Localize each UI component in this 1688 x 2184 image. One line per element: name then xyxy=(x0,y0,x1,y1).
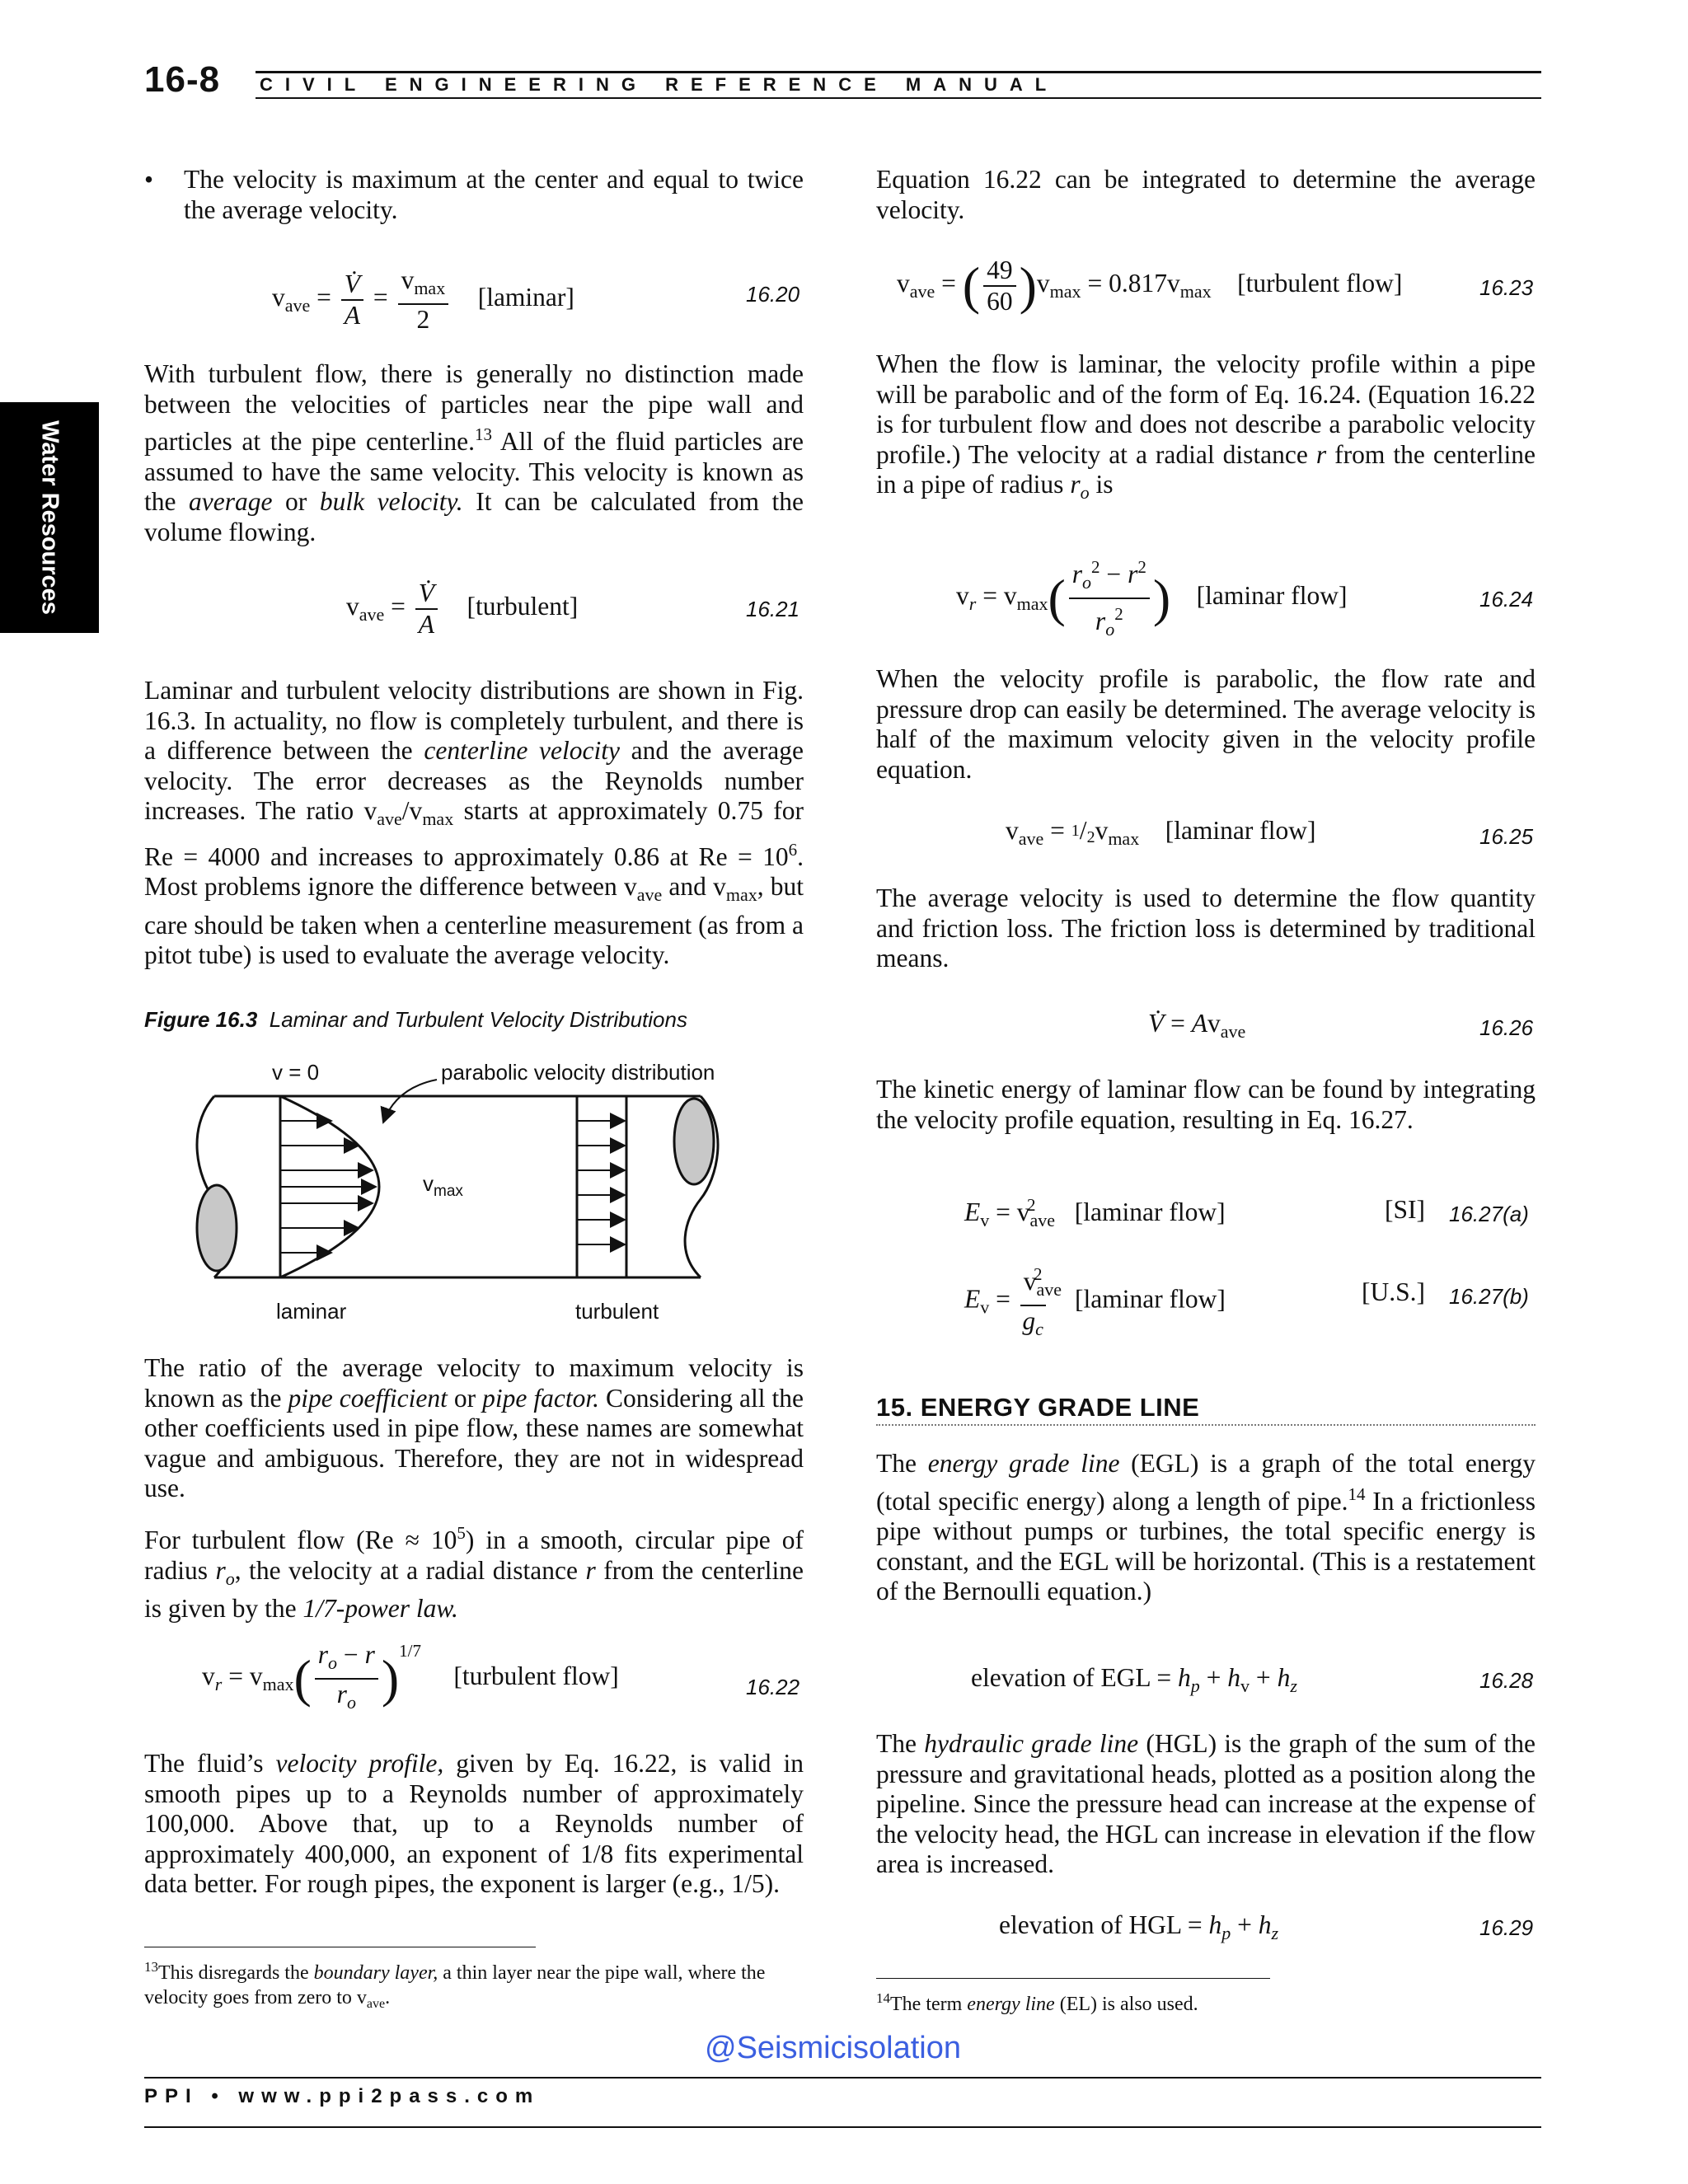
units-us: [U.S.] xyxy=(1362,1277,1425,1306)
figure-label-vmax: $v_{max}$ xyxy=(423,1171,463,1200)
paragraph-kinetic-energy: The kinetic energy of laminar flow can be found by integrating the velocity profile equation, resulting in Eq. 16.27. xyxy=(876,1075,1536,1134)
equation-number: 16.24 xyxy=(1479,587,1534,612)
equation-16-20: $v_{ave}$ = $\frac{V̇}{A}$ = $\frac{v_{max}}{2}$ [laminar] xyxy=(272,265,574,334)
equation-16-22: $v_r = v_{max}$( $\frac{r_o - r}{r_o}$ )$^{1/7}$ [turbulent flow] xyxy=(202,1640,619,1713)
section-heading-rule xyxy=(876,1424,1536,1426)
equation-number: 16.20 xyxy=(746,282,800,307)
paragraph-integrate: Equation 16.22 can be integrated to determine the average velocity. xyxy=(876,165,1536,224)
equation-16-24: $v_r = v_{max}$( $\frac{r_o^2 - r^2}{r_o^2}$ ) [laminar flow] xyxy=(956,552,1347,644)
manual-title: CIVIL ENGINEERING REFERENCE MANUAL xyxy=(260,74,1059,95)
equation-16-29: elevation of HGL = $h_p + h_z$ xyxy=(999,1910,1279,1943)
equation-number: 16.27(a) xyxy=(1449,1202,1529,1226)
footer-website: PPI • www.ppi2pass.com xyxy=(144,2085,541,2107)
figure-label-laminar: laminar xyxy=(276,1299,347,1324)
paragraph-flow-rate: When the velocity profile is parabolic, the flow rate and pressure drop can easily be determined. The average velocity is half of the maximum velocity given in the velocity profile equation. xyxy=(876,664,1536,784)
header-rule-bottom xyxy=(256,97,1541,99)
equation-number: 16.27(b) xyxy=(1449,1284,1529,1309)
footnote-rule xyxy=(876,1978,1270,1979)
velocity-distribution-figure xyxy=(190,1047,767,1327)
figure-caption: Figure 16.3 Laminar and Turbulent Velocity Distributions xyxy=(144,1007,687,1032)
paragraph-power-law: For turbulent flow $(Re \approx 10^5)$ in a smooth, circular pipe of radius $r_o$, the velocity at a radial distance r from the centerline is given by the 1/7-power law. xyxy=(144,1523,804,1623)
section-side-tab xyxy=(0,402,99,633)
equation-number: 16.28 xyxy=(1479,1668,1534,1693)
footnote-13: $^{13}$This disregards the boundary layer, a thin layer near the pipe wall, where the velocity goes from zero to $v_{ave}$. xyxy=(144,1959,766,2011)
figure-label-parabolic: parabolic velocity distribution xyxy=(441,1060,715,1085)
equation-number: 16.25 xyxy=(1479,824,1534,849)
paragraph-friction-loss: The average velocity is used to determine the flow quantity and friction loss. The friction loss is determined by traditional means. xyxy=(876,883,1536,972)
equation-16-23: $v_{ave}$ = ( $\frac{49}{60}$ )$v_{max} = 0.817v_{max}$ [turbulent flow] xyxy=(897,255,1403,316)
section-side-tab-label: Water Resources xyxy=(36,420,63,615)
equation-16-25: $v_{ave} = 1/2v_{max}$ [laminar flow] xyxy=(1006,816,1316,849)
equation-16-28: elevation of EGL = $h_p + h_v + h_z$ xyxy=(971,1663,1297,1696)
figure-label-turbulent: turbulent xyxy=(575,1299,659,1324)
units-si: [SI] xyxy=(1385,1195,1425,1224)
paragraph-pipe-coefficient: The ratio of the average velocity to maximum velocity is known as the pipe coefficient or pipe factor. Considering all the other coefficients used in pipe flow, these names are somewhat vague and ambiguous. Therefore, they are not in widespread use. xyxy=(144,1353,804,1502)
paragraph-energy-grade-line: The energy grade line (EGL) is a graph of the total energy (total specific energy) along a length of pipe.$^{14}$ In a frictionless pipe without pumps or turbines, the total specific energy is constant, and the EGL will be horizontal. (This is a restatement of the Bernoulli equation.) xyxy=(876,1449,1536,1605)
figure-label-v-zero: v = 0 xyxy=(272,1060,320,1085)
equation-number: 16.21 xyxy=(746,597,800,621)
watermark: @Seismicisolation xyxy=(705,2031,962,2065)
header-rule-top xyxy=(256,71,1541,73)
paragraph-parabolic-profile: When the flow is laminar, the velocity profile within a pipe will be parabolic and of the form of Eq. 16.24. (Equation 16.22 is for turbulent flow and does not describe a parabolic velocity profile.) The velocity at a radial distance r from the centerline in a pipe of radius $r_o$ is xyxy=(876,349,1536,503)
equation-16-26: V̇ = $Av_{ave}$ xyxy=(1148,1009,1246,1042)
equation-16-27b: $E_v$ = $\frac{v_{ave}^2}{g_c}$ [laminar flow] xyxy=(964,1259,1226,1344)
equation-16-27a: $E_v = v_{ave}^2$ [laminar flow] xyxy=(964,1195,1226,1230)
bullet-text: The velocity is maximum at the center and equal to twice the average velocity. xyxy=(184,165,804,224)
equation-number: 16.29 xyxy=(1479,1915,1534,1940)
section-heading: 15. ENERGY GRADE LINE xyxy=(876,1393,1200,1422)
bullet-item xyxy=(144,165,804,225)
footnote-14: $^{14}$The term energy line (EL) is also used. xyxy=(876,1990,1198,2015)
paragraph-velocity-profile: The fluid’s velocity profile, given by Eq. 16.22, is valid in smooth pipes up to a Reynolds number of approximately 100,000. Above that, up to a Reynolds number of approximately 400,000, an exponent of 1/8 fits experimental data better. For rough pipes, the exponent is larger (e.g., 1/5). xyxy=(144,1749,804,1898)
paragraph-hydraulic-grade-line: The hydraulic grade line (HGL) is the graph of the sum of the pressure and gravitational heads, plotted as a position along the pipeline. Since the pressure head can increase at the expense of the velocity head, the HGL can increase in elevation if the flow area is increased. xyxy=(876,1729,1536,1878)
equation-number: 16.23 xyxy=(1479,275,1534,300)
equation-16-21: $v_{ave}$ = $\frac{V̇}{A}$ [turbulent] xyxy=(346,579,579,639)
footer-rule-bottom xyxy=(144,2126,1541,2128)
equation-number: 16.22 xyxy=(746,1675,800,1699)
paragraph-laminar-turbulent: Laminar and turbulent velocity distributions are shown in Fig. 16.3. In actuality, no flow is completely turbulent, and there is a difference between the centerline velocity and the average velocity. The error decreases as the Reynolds number increases. The ratio $v_{ave}/v_{max}$ starts at approximately 0.75 for Re = 4000 and increases to approximately 0.86 at $Re = 10^6$. Most problems ignore the difference between $v_{ave}$ and $v_{max}$, but care should be taken when a centerline measurement (as from a pitot tube) is used to evaluate the average velocity. xyxy=(144,676,804,969)
page-number: 16-8 xyxy=(144,59,221,100)
footer-rule-top xyxy=(144,2077,1541,2079)
bullet-dot: • xyxy=(144,165,154,194)
paragraph-turbulent: With turbulent flow, there is generally no distinction made between the velocities of particles near the pipe wall and particles at the pipe centerline.$^{13}$ All of the fluid particles are assumed to have the same velocity. This velocity is known as the average or bulk velocity. It can be calculated from the volume flowing. xyxy=(144,359,804,546)
equation-number: 16.26 xyxy=(1479,1015,1534,1040)
